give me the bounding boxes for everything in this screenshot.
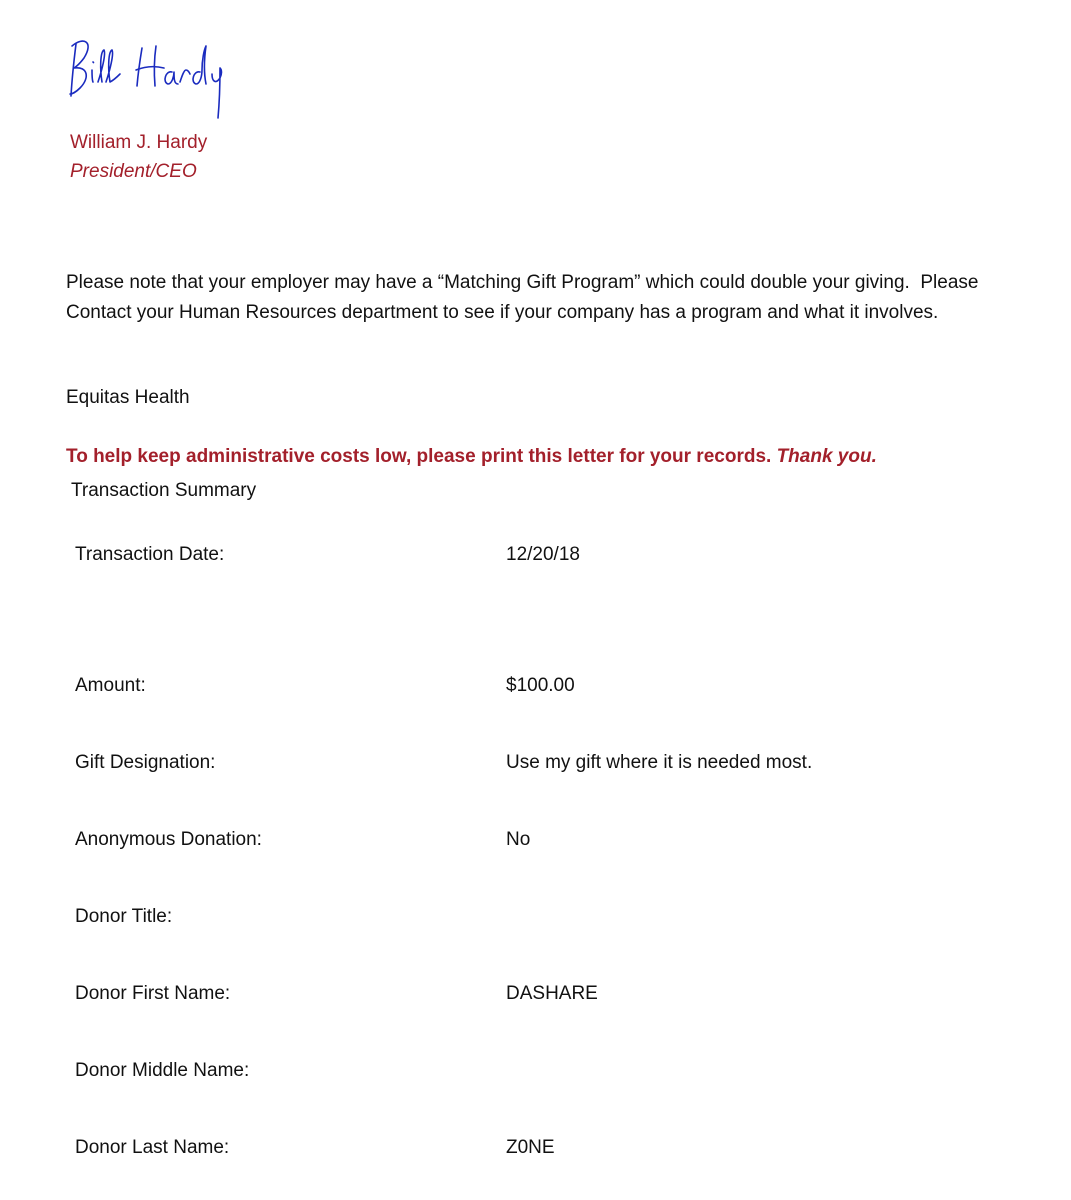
- row-label: Transaction Date:: [75, 544, 225, 565]
- summary-row-anonymous-donation: [75, 829, 1035, 855]
- summary-row-amount: [75, 675, 1035, 701]
- summary-row-donor-last-name: [75, 1137, 1035, 1163]
- print-notice: [66, 446, 877, 468]
- row-value: $100.00: [506, 675, 575, 696]
- row-value: DASHARE: [506, 983, 598, 1004]
- summary-row-gift-designation: [75, 752, 1035, 778]
- row-label: Donor First Name:: [75, 983, 231, 1004]
- note-line-1: Please note that your employer may have a “Matching Gift Program” which could double your giving. Please: [66, 272, 979, 293]
- summary-row-donor-first-name: [75, 983, 1035, 1009]
- row-value: Use my gift where it is needed most.: [506, 752, 813, 773]
- print-notice-thanks: Thank you.: [776, 446, 877, 467]
- matching-gift-note: [66, 268, 1056, 328]
- transaction-summary-heading: Transaction Summary: [71, 480, 257, 501]
- organization-name: Equitas Health: [66, 387, 190, 408]
- summary-row-donor-title: [75, 906, 1035, 932]
- summary-row-transaction-date: [75, 544, 1035, 570]
- print-notice-text: To help keep administrative costs low, please print this letter for your records.: [66, 446, 772, 467]
- row-value: No: [506, 829, 531, 850]
- signer-name: William J. Hardy: [70, 132, 208, 153]
- row-label: Donor Middle Name:: [75, 1060, 250, 1081]
- row-label: Amount:: [75, 675, 146, 696]
- signer-title: President/CEO: [70, 161, 197, 182]
- row-value: 12/20/18: [506, 544, 580, 565]
- row-label: Donor Last Name:: [75, 1137, 230, 1158]
- row-value: Z0NE: [506, 1137, 555, 1158]
- note-line-2: Contact your Human Resources department to see if your company has a program and what it involves.: [66, 302, 939, 323]
- row-label: Donor Title:: [75, 906, 173, 927]
- signature-image: [62, 30, 242, 125]
- summary-row-donor-middle-name: [75, 1060, 1035, 1086]
- row-label: Anonymous Donation:: [75, 829, 262, 850]
- row-label: Gift Designation:: [75, 752, 216, 773]
